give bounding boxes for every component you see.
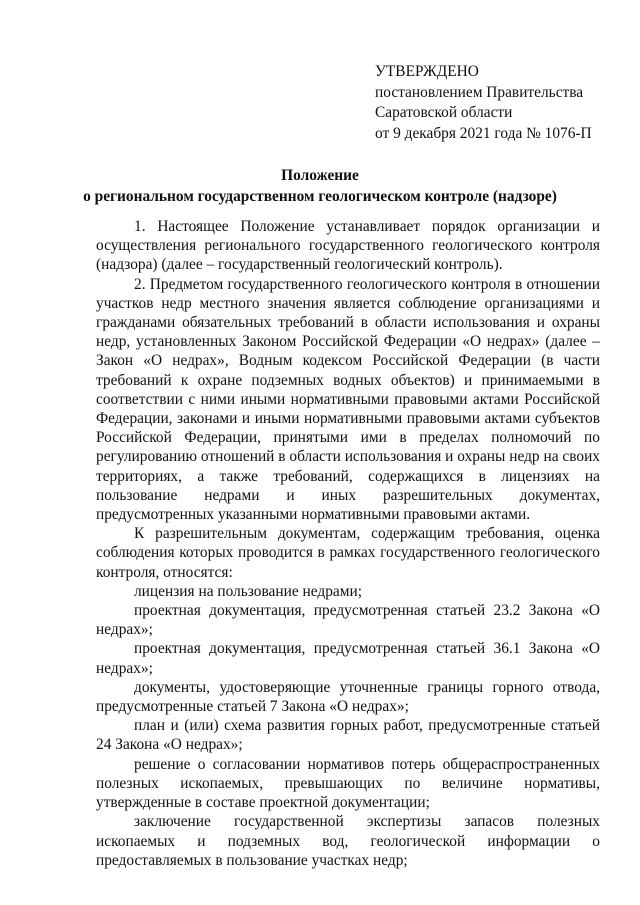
approval-date-number: от 9 декабря 2021 года № 1076-П	[375, 124, 592, 142]
approval-stamp	[375, 62, 592, 144]
document-body	[96, 217, 600, 870]
list-item-mining-plan: план и (или) схема развития горных работ, предусмотренные статьей 24 Закона «О недрах»;	[96, 717, 600, 754]
list-item-mining-allotment: документы, удостоверяющие уточненные границы горного отвода, предусмотренные статьей 7 Закона «О недрах»;	[96, 678, 600, 716]
document-title	[0, 165, 640, 207]
list-item-project-doc-23-2: проектная документация, предусмотренная статьей 23.2 Закона «О недрах»;	[96, 602, 600, 639]
list-item-project-doc-36-1: проектная документация, предусмотренная статьей 36.1 Закона «О недрах»;	[96, 640, 600, 677]
paragraph-3: К разрешительным документам, содержащим требования, оценка соблюдения которых проводится в рамках государственного геологического контроля, относятся:	[96, 525, 600, 581]
paragraph-2: 2. Предметом государственного геологического контроля в отношении участков недр местного значения является соблюдение организациями и гражданами обязательных требований в области использования и охраны недр, установленных Законом Российской Федерации «О недрах» (далее – Закон «О недрах», Водным кодексом Российской Федерации (в части требований к охране подземных водных объектов) и принимаемыми в соответствии с ними иными нормативными правовыми актами Российской Федерации, законами и иными нормативными правовыми актами субъектов Российской Федерации, принятыми ими в пределах полномочий по регулированию отношений в области использования и охраны недр на своих территориях, а также требований, содержащихся в лицензиях на пользование недрами и иных разрешительных документах, предусмотренных указанными нормативными правовыми актами.	[96, 275, 600, 524]
list-item-state-expertise: заключение государственной экспертизы запасов полезных ископаемых и подземных вод, геологической информации о предоставляемых в пользование участках недр;	[96, 813, 600, 869]
paragraph-1: 1. Настоящее Положение устанавливает порядок организации и осуществления регионального государственного геологического контроля (надзора) (далее – государственный геологический контроль).	[96, 218, 600, 274]
title-heading: Положение	[281, 167, 359, 184]
title-subject: о региональном государственном геологическом контроле (надзоре)	[83, 188, 557, 205]
list-item-license: лицензия на пользование недрами;	[134, 582, 363, 600]
approval-issuer: постановлением Правительства	[375, 83, 584, 101]
approval-heading: УТВЕРЖДЕНО	[375, 63, 479, 80]
list-item-loss-standards: решение о согласовании нормативов потерь общераспространенных полезных ископаемых, превышающих по величине нормативы, утвержденные в составе проектной документации;	[96, 755, 600, 812]
approval-region: Саратовской области	[375, 104, 513, 121]
